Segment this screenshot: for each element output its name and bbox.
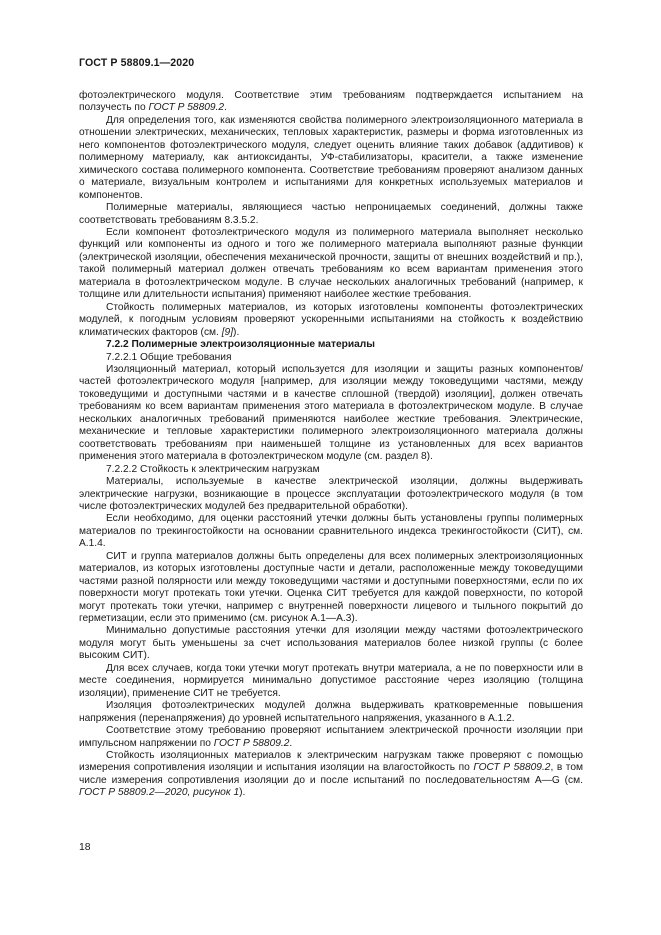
paragraph: Соответствие этому требованию проверяют испытанием электрической прочности изоляции при импульсном напряжении по ГОСТ Р 58809.2. <box>79 725 583 749</box>
paragraph: Для всех случаев, когда токи утечки могут протекать внутри материала, а не по поверхности или в месте соединения, нормируется минимально допустимое расстояние через изоляцию (толщина изоляции), применение СИТ не требуется. <box>79 662 583 699</box>
document-header: ГОСТ Р 58809.1—2020 <box>79 57 195 69</box>
page-number: 18 <box>79 842 91 853</box>
paragraph: Стойкость полимерных материалов, из которых изготовлены компоненты фотоэлектрических модулей, к погодным условиям проверяют ускоренными испытаниями на стойкость к воздействию климатических факторов (см. [9]). <box>79 301 583 338</box>
paragraph: Полимерные материалы, являющиеся частью непроницаемых соединений, должны также соответствовать требованиям 8.3.5.2. <box>79 202 583 226</box>
subsection-heading: 7.2.2.1 Общие требования <box>106 351 232 363</box>
paragraph: Для определения того, как изменяются свойства полимерного электроизоляционного материала в отношении электрических, механических, тепловых характеристик, размеры и форма изготовленных из него компонентов фотоэлектрического модуля, следует оценить влияние таких добавок (аддитивов) к полимерному материалу, как антиоксиданты, УФ-стабилизаторы, красители, а также изменение химического состава полимерного компонента. Соответствие требованиям проверяют анализом данных о материале, визуальным контролем и испытаниями для конкретных используемых материалов и компонентов. <box>79 114 583 201</box>
paragraph: Изоляция фотоэлектрических модулей должна выдерживать кратковременные повышения напряжения (перенапряжения) до уровней испытательного напряжения, указанного в А.1.2. <box>79 700 583 724</box>
paragraph: СИТ и группа материалов должны быть определены для всех полимерных электроизоляционных материалов, из которых изготовлены доступные части и детали, расположенные между токоведущими частями разной полярности или между токоведущими частями и доступными поверхностями, если по их поверхности могут протекать токи утечки. Оценка СИТ требуется для каждой поверхности, по которой могут протекать токи утечки, например с внутренней поверхности лицевого и тыльного покрытий до герметизации, если это применимо (см. рисунок А.1—А.3). <box>79 550 583 625</box>
paragraph: Если компонент фотоэлектрического модуля из полимерного материала выполняет несколько функций или компоненты из одного и того же полимерного материала выполняют разные функции (электрической изоляции, обеспечения механической прочности, защиты от внешних воздействий и пр.), такой полимерный материал должен отвечать требованиям ко всем вариантам применения этого материала в фотоэлектрическом модуле. В случае нескольких аналогичных требований (например, к толщине или длительности испытания) применяют наиболее жесткие требования. <box>79 226 583 301</box>
paragraph: Минимально допустимые расстояния утечки для изоляции между частями фотоэлектрического модуля могут быть уменьшены за счет использования материалов более низкой группы (с более высоким СИТ). <box>79 625 583 662</box>
paragraph: Стойкость изоляционных материалов к электрическим нагрузкам также проверяют с помощью измерения сопротивления изоляции и испытания изоляции на влагостойкость по ГОСТ Р 58809.2, в том числе измерения сопротивления изоляции до и после испытаний по последовательностям А—G (см. ГОСТ Р 58809.2—2020, рисунок 1). <box>79 750 584 799</box>
paragraph: фотоэлектрического модуля. Соответствие этим требованиям подтверждается испытанием на ползучесть по ГОСТ Р 58809.2. <box>79 90 583 114</box>
section-heading: 7.2.2 Полимерные электроизоляционные материалы <box>106 339 375 351</box>
paragraph: Материалы, используемые в качестве электрической изоляции, должны выдерживать электрические нагрузки, возникающие в процессе эксплуатации фотоэлектрического модуля (в том числе фотоэлектрических модулей без предварительной обработки). <box>79 476 583 512</box>
subsection-heading: 7.2.2.2 Стойкость к электрическим нагрузкам <box>106 463 320 475</box>
document-body <box>79 90 583 800</box>
paragraph: Изоляционный материал, который используется для изоляции и защиты разных компонентов/частей фотоэлектрического модуля [например, для изоляции между токоведущими частями, между токоведущими и доступными частями и в качестве сплошной (твердой) изоляции], должен отвечать требованиям ко всем вариантам применения этого материала в фотоэлектрическом модуле. В случае нескольких аналогичных требований применяются наиболее жесткие требования. Электрические, механические и тепловые характеристики полимерного электроизоляционного материала должны соответствовать требованиям при наименьшей толщине из установленных для всех вариантов применения этого материала в фотоэлектрическом модуле (см. раздел 8). <box>79 363 583 463</box>
paragraph: Если необходимо, для оценки расстояний утечки должны быть установлены группы полимерных материалов по трекингостойкости на основании сравнительного индекса трекингостойкости (СИТ), см. А.1.4. <box>79 513 583 550</box>
